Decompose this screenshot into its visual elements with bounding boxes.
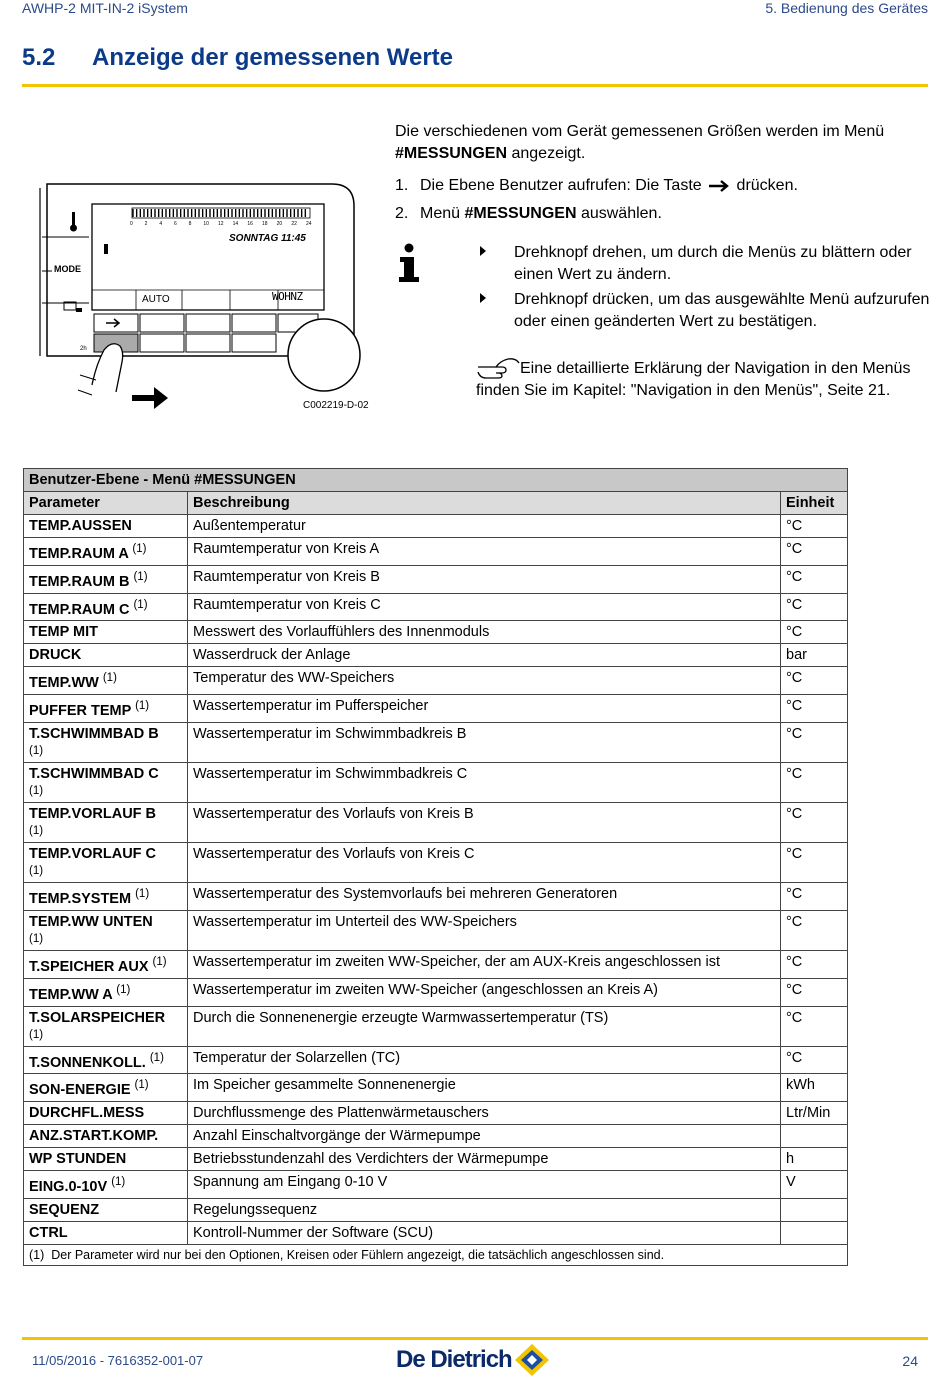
unit-cell: °C [781, 593, 848, 621]
description-cell: Wassertemperatur im Schwimmbadkreis C [188, 763, 781, 803]
parameter-cell: TEMP.RAUM B $^{(1)}$ [24, 565, 188, 593]
unit-cell: °C [781, 843, 848, 883]
table-row [24, 978, 848, 1006]
parameter-cell: ANZ.START.KOMP. [24, 1125, 188, 1148]
unit-cell: bar [781, 644, 848, 667]
chapter-title: 5. Bedienung des Gerätes [765, 0, 928, 16]
parameter-cell: CTRL [24, 1222, 188, 1245]
parameter-cell: TEMP.RAUM C $^{(1)}$ [24, 593, 188, 621]
description-cell: Raumtemperatur von Kreis A [188, 538, 781, 566]
description-cell: Wassertemperatur des Vorlaufs von Kreis C [188, 843, 781, 883]
hour-tick-label: 20 [276, 221, 283, 227]
hour-tick-label: 22 [291, 221, 297, 227]
hour-tick-label: 6 [174, 221, 177, 227]
parameter-cell: PUFFER TEMP $^{(1)}$ [24, 695, 188, 723]
hour-tick-label: 0 [130, 221, 133, 227]
unit-cell: °C [781, 950, 848, 978]
step-item: 2. Menü #MESSUNGEN auswählen. [395, 205, 662, 222]
intro-paragraph: Die verschiedenen vom Gerät gemessenen Größen werden im Menü #MESSUNGEN angezeigt. [395, 123, 885, 162]
description-cell: Durch die Sonnenenergie erzeugte Warmwassertemperatur (TS) [188, 1006, 781, 1046]
press-arrow-icon [132, 387, 168, 409]
table-row [24, 1046, 848, 1074]
parameter-cell: T.SONNENKOLL. $^{(1)}$ [24, 1046, 188, 1074]
unit-cell: °C [781, 538, 848, 566]
description-cell: Spannung am Eingang 0-10 V [188, 1171, 781, 1199]
description-cell: Im Speicher gesammelte Sonnenenergie [188, 1074, 781, 1102]
heading-rule [22, 84, 928, 87]
auto-label: AUTO [142, 294, 170, 305]
parameter-cell: TEMP.SYSTEM $^{(1)}$ [24, 883, 188, 911]
document-title: AWHP-2 MIT-IN-2 iSystem [22, 0, 188, 16]
unit-cell: °C [781, 803, 848, 843]
hour-tick-label: 8 [188, 221, 192, 227]
parameter-cell: TEMP.VORLAUF B (1) [24, 803, 188, 843]
hour-tick-label: 14 [232, 221, 239, 227]
brand-emblem-icon [512, 1342, 552, 1378]
description-cell: Wassertemperatur im Pufferspeicher [188, 695, 781, 723]
column-header: Parameter [24, 492, 188, 515]
hour-tick-label: 4 [159, 221, 163, 227]
unit-cell [781, 1125, 848, 1148]
description-cell: Wassertemperatur des Systemvorlaufs bei mehreren Generatoren [188, 883, 781, 911]
thermometer-icon [70, 212, 77, 232]
tap-label: 2h [80, 346, 87, 352]
table-title: Benutzer-Ebene - Menü #MESSUNGEN [24, 469, 848, 492]
wohnz-label: WOHNZ [272, 290, 303, 303]
table-row [24, 644, 848, 667]
parameter-cell: DURCHFL.MESS [24, 1102, 188, 1125]
table-row [24, 1171, 848, 1199]
column-header: Einheit [781, 492, 848, 515]
table-row [24, 515, 848, 538]
step-item: 1. Die Ebene Benutzer aufrufen: Die Taste drücken. [395, 177, 798, 194]
arrow-key-icon [708, 180, 730, 192]
parameter-cell: TEMP.VORLAUF C (1) [24, 843, 188, 883]
figure-id: C002219-D-02 [303, 400, 369, 411]
hour-tick-label: 10 [203, 221, 209, 227]
page-number: 24 [902, 1353, 918, 1369]
parameter-cell: EING.0-10V $^{(1)}$ [24, 1171, 188, 1199]
reference-note: Eine detaillierte Erklärung der Navigation in den Menüs finden Sie im Kapitel: "Navigation in den Menüs", Seite 21. [476, 357, 936, 401]
info-icon [396, 243, 422, 283]
bullet-triangle-icon [480, 246, 486, 256]
description-cell: Wassertemperatur im Schwimmbadkreis B [188, 723, 781, 763]
parameter-cell: TEMP.RAUM A $^{(1)}$ [24, 538, 188, 566]
hour-tick-label: 24 [306, 221, 312, 227]
parameter-cell: WP STUNDEN [24, 1148, 188, 1171]
hint-item: Drehknopf drücken, um das ausgewählte Menü aufzurufen oder einen geänderten Wert zu bestätigen. [480, 289, 930, 332]
parameter-cell: T.SCHWIMMBAD C (1) [24, 763, 188, 803]
table-row [24, 1102, 848, 1125]
table-row [24, 621, 848, 644]
brand-name: De Dietrich [396, 1346, 512, 1373]
unit-cell: h [781, 1148, 848, 1171]
unit-cell: °C [781, 910, 848, 950]
footnote-row [24, 1245, 848, 1266]
description-cell: Messwert des Vorlauffühlers des Innenmoduls [188, 621, 781, 644]
unit-cell: °C [781, 1046, 848, 1074]
section-heading [22, 44, 453, 72]
description-cell: Temperatur der Solarzellen (TC) [188, 1046, 781, 1074]
unit-cell: V [781, 1171, 848, 1199]
table-row [24, 803, 848, 843]
parameter-cell: SEQUENZ [24, 1199, 188, 1222]
parameter-cell: TEMP MIT [24, 621, 188, 644]
footnote: (1) Der Parameter wird nur bei den Optionen, Kreisen oder Fühlern angezeigt, die tatsächlich angeschlossen sind. [24, 1245, 848, 1266]
table-row [24, 950, 848, 978]
unit-cell: °C [781, 1006, 848, 1046]
parameter-cell: TEMP.WW A $^{(1)}$ [24, 978, 188, 1006]
unit-cell: °C [781, 883, 848, 911]
unit-cell: °C [781, 763, 848, 803]
unit-cell: °C [781, 515, 848, 538]
description-cell: Temperatur des WW-Speichers [188, 667, 781, 695]
table-row [24, 763, 848, 803]
table-row [24, 695, 848, 723]
description-cell: Wassertemperatur im Unterteil des WW-Speichers [188, 910, 781, 950]
parameter-cell: DRUCK [24, 644, 188, 667]
hour-tick-label: 16 [247, 221, 253, 227]
hour-tick-label: 18 [262, 221, 268, 227]
unit-cell: °C [781, 723, 848, 763]
brand-logo [396, 1342, 552, 1378]
description-cell: Raumtemperatur von Kreis C [188, 593, 781, 621]
table-row [24, 1074, 848, 1102]
date-code: 11/05/2016 - 7616352-001-07 [32, 1353, 204, 1368]
description-cell: Außentemperatur [188, 515, 781, 538]
table-row [24, 843, 848, 883]
table-row [24, 565, 848, 593]
bullet-triangle-icon [480, 293, 486, 303]
unit-cell: °C [781, 978, 848, 1006]
column-header: Beschreibung [188, 492, 781, 515]
parameter-cell: T.SOLARSPEICHER (1) [24, 1006, 188, 1046]
description-cell: Wassertemperatur des Vorlaufs von Kreis B [188, 803, 781, 843]
table-row [24, 723, 848, 763]
display-day-time: SONNTAG 11:45 [229, 233, 306, 244]
hour-tick-label: 12 [218, 221, 224, 227]
table-title-row [24, 469, 848, 492]
rotary-knob [288, 319, 360, 391]
table-row [24, 883, 848, 911]
description-cell: Wassertemperatur im zweiten WW-Speicher (angeschlossen an Kreis A) [188, 978, 781, 1006]
footer-rule [22, 1337, 928, 1340]
parameter-cell: TEMP.AUSSEN [24, 515, 188, 538]
unit-cell [781, 1199, 848, 1222]
description-cell: Durchflussmenge des Plattenwärmetauschers [188, 1102, 781, 1125]
parameter-table [23, 468, 848, 1266]
unit-cell: °C [781, 621, 848, 644]
section-number: 5.2 [22, 44, 56, 71]
unit-cell: °C [781, 565, 848, 593]
parameter-cell: T.SPEICHER AUX $^{(1)}$ [24, 950, 188, 978]
parameter-cell: T.SCHWIMMBAD B (1) [24, 723, 188, 763]
description-cell: Wassertemperatur im zweiten WW-Speicher, der am AUX-Kreis angeschlossen ist [188, 950, 781, 978]
table-row [24, 593, 848, 621]
table-row [24, 1199, 848, 1222]
description-cell: Anzahl Einschaltvorgänge der Wärmepumpe [188, 1125, 781, 1148]
table-header-row [24, 492, 848, 515]
parameter-cell: TEMP.WW $^{(1)}$ [24, 667, 188, 695]
menu-name: #MESSUNGEN [395, 145, 508, 162]
hour-tick-label: 2 [144, 221, 148, 227]
hint-item: Drehknopf drehen, um durch die Menüs zu blättern oder einen Wert zu ändern. [480, 242, 930, 285]
parameter-cell: TEMP.WW UNTEN (1) [24, 910, 188, 950]
unit-cell: °C [781, 695, 848, 723]
table-row [24, 538, 848, 566]
table-row [24, 1148, 848, 1171]
control-panel-diagram [22, 180, 392, 420]
unit-cell: Ltr/Min [781, 1102, 848, 1125]
unit-cell [781, 1222, 848, 1245]
arrow-key-icon [106, 319, 119, 327]
table-row [24, 1222, 848, 1245]
hint-list [480, 242, 930, 336]
unit-cell: kWh [781, 1074, 848, 1102]
unit-cell: °C [781, 667, 848, 695]
hour-bar [132, 208, 310, 218]
description-cell: Wasserdruck der Anlage [188, 644, 781, 667]
parameter-cell: SON-ENERGIE $^{(1)}$ [24, 1074, 188, 1102]
description-cell: Raumtemperatur von Kreis B [188, 565, 781, 593]
step-list [395, 175, 935, 231]
table-row [24, 667, 848, 695]
description-cell: Betriebsstundenzahl des Verdichters der Wärmepumpe [188, 1148, 781, 1171]
description-cell: Kontroll-Nummer der Software (SCU) [188, 1222, 781, 1245]
table-row [24, 1006, 848, 1046]
table-row [24, 1125, 848, 1148]
mode-label: MODE [54, 264, 81, 274]
pointing-hand-icon [476, 357, 520, 379]
description-cell: Regelungssequenz [188, 1199, 781, 1222]
table-row [24, 910, 848, 950]
section-title: Anzeige der gemessenen Werte [92, 44, 454, 71]
